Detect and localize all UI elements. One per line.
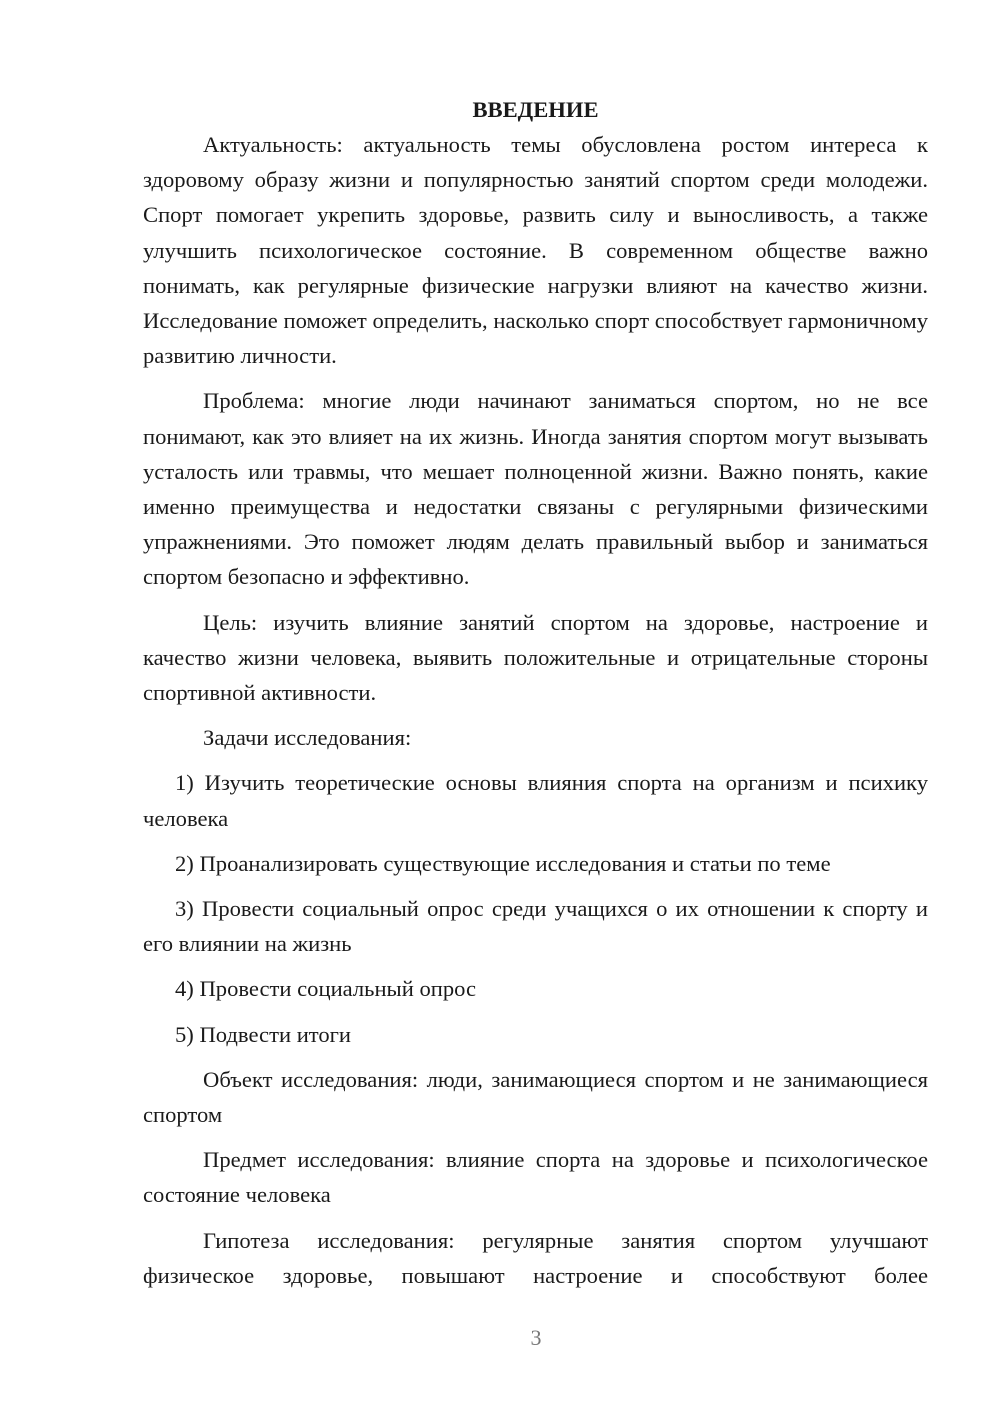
task-item-3: 3) Провести социальный опрос среди учащихся о их отношении к спорту и его влиянии на жизнь (143, 896, 928, 957)
paragraph-object: Объект исследования: люди, занимающиеся спортом и не занимающиеся спортом (143, 1066, 928, 1128)
paragraph-problem: Проблема: многие люди начинают заниматься спортом, но не все понимают, как это влияет на их жизнь. Иногда занятия спортом могут вызывать усталость или травмы, что мешает полноценной жизни. Важно понять, какие именно преимущества и недостатки связаны с регулярными физическими упражнениями. Это поможет людям делать правильный выбор и заниматься спортом безопасно и эффективно. (143, 388, 928, 590)
section-heading: ВВЕДЕНИЕ (472, 97, 599, 122)
paragraph-goal: Цель: изучить влияние занятий спортом на здоровье, настроение и качество жизни человека, выявить положительные и отрицательные стороны спортивной активности. (143, 609, 928, 706)
paragraph-hypothesis: Гипотеза исследования: регулярные занятия спортом улучшают физическое здоровье, повышают настроение и способствуют более (143, 1227, 928, 1288)
document-page (143, 92, 928, 1303)
task-item-2: 2) Проанализировать существующие исследования и статьи по теме (175, 850, 831, 876)
task-item-5: 5) Подвести итоги (175, 1021, 352, 1047)
paragraph-subject: Предмет исследования: влияние спорта на здоровье и психологическое состояние человека (143, 1147, 928, 1208)
tasks-heading: Задачи исследования: (203, 725, 412, 751)
page-number: 3 (530, 1325, 542, 1350)
task-item-1: 1) Изучить теоретические основы влияния спорта на организм и психику человека (143, 770, 928, 831)
paragraph-relevance: Актуальность: актуальность темы обусловлена ростом интереса к здоровому образу жизни и популярностью занятий спортом среди молодежи. Спорт помогает укрепить здоровье, развить силу и выносливость, а также улучшить психологическое состояние. В современном обществе важно понимать, как регулярные физические нагрузки влияют на качество жизни. Исследование поможет определить, насколько спорт способствует гармоничному развитию личности. (143, 132, 928, 369)
task-item-4: 4) Провести социальный опрос (175, 976, 477, 1002)
